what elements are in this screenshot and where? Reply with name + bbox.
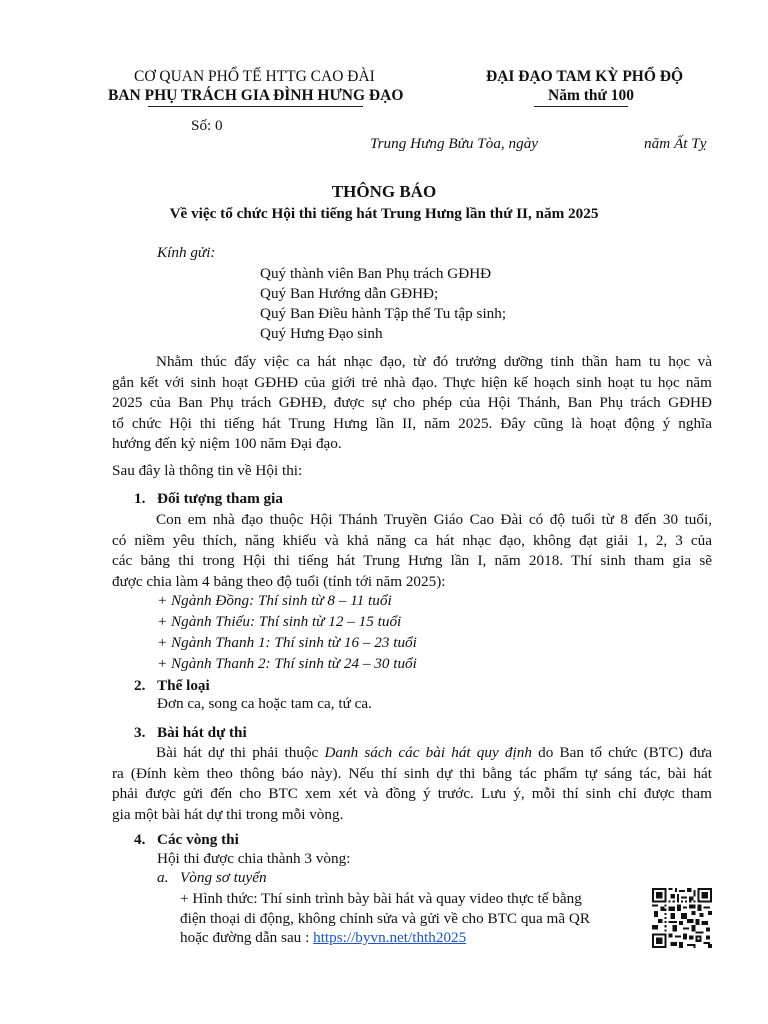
body-line: điện thoại di động, không chỉnh sửa và gửi về cho BTC qua mã QR bbox=[180, 909, 591, 927]
sub-title-preliminary: Vòng sơ tuyển bbox=[180, 869, 267, 886]
document-number: Số: 0 bbox=[191, 117, 223, 134]
section-rounds-body: Hội thi được chia thành 3 vòng: bbox=[157, 850, 351, 867]
body-line: có niềm yêu thích, năng khiếu và khả năng ca hát nhạc đạo, không đạt giải 1, 2, 3 của bbox=[112, 531, 712, 549]
body-line: được chia làm 4 bảng theo độ tuổi (tính tới năm 2025): bbox=[112, 572, 446, 590]
page-title: THÔNG BÁO bbox=[331, 182, 437, 201]
page-subtitle: Về việc tổ chức Hội thi tiếng hát Trung Hưng lần thứ II, năm 2025 bbox=[169, 205, 599, 222]
age-groups-list bbox=[157, 590, 417, 674]
recipients-list bbox=[260, 264, 506, 344]
header-right-underline bbox=[534, 106, 628, 107]
body-line: các bảng thi trong Hội thi tiếng hát Trung Hưng lần I, năm 2018. Thí sinh tham gia sẽ bbox=[112, 552, 712, 569]
intro-lead: Sau đây là thông tin về Hội thi: bbox=[112, 462, 303, 479]
intro-line: 2025 của Ban Phụ trách GĐHĐ, được sự cho phép của Hội Thánh, Ban Phụ trách GĐHĐ bbox=[112, 394, 712, 411]
section-number: 3. bbox=[134, 724, 146, 741]
submission-link[interactable]: https://byvn.net/thth2025 bbox=[313, 929, 467, 946]
section-title-genre: Thể loại bbox=[157, 677, 210, 694]
body-line: ra (Đính kèm theo thông báo này). Nếu thí sinh dự thi bằng tác phẩm tự sáng tác, bài hát bbox=[112, 764, 712, 782]
org-name-line1: CƠ QUAN PHỔ TẾ HTTG CAO ĐÀI bbox=[134, 68, 375, 85]
section-title-songs: Bài hát dự thi bbox=[157, 724, 247, 741]
section-number: 1. bbox=[134, 490, 146, 507]
section-genre-body: Đơn ca, song ca hoặc tam ca, tứ ca. bbox=[157, 695, 372, 712]
body-line: Con em nhà đạo thuộc Hội Thánh Truyền Giáo Cao Đài có độ tuổi từ 8 đến 30 tuổi, bbox=[156, 511, 712, 528]
body-text: Bài hát dự thi phải thuộc bbox=[156, 744, 325, 761]
motto-line1: ĐẠI ĐẠO TAM KỲ PHỔ ĐỘ bbox=[486, 68, 684, 85]
recipient-item: Quý thành viên Ban Phụ trách GĐHĐ bbox=[260, 265, 492, 282]
org-name-line2: BAN PHỤ TRÁCH GIA ĐÌNH HƯNG ĐẠO bbox=[108, 87, 404, 104]
intro-line: tổ chức Hội thi tiếng hát Trung Hưng lần II, năm 2025. Đây cũng là hoạt động ý nghĩa bbox=[112, 414, 712, 432]
body-line bbox=[180, 928, 590, 948]
song-list-reference: Danh sách các bài hát quy định bbox=[324, 744, 532, 761]
recipients-label: Kính gửi: bbox=[157, 244, 216, 261]
body-line: gia một bài hát dự thi trong mỗi vòng. bbox=[112, 805, 344, 823]
intro-line: hướng đến kỷ niệm 100 năm Đại đạo. bbox=[112, 435, 342, 452]
intro-line: gắn kết với sinh hoạt GĐHĐ của giới trẻ nhà đạo. Thực hiện kế hoạch sinh hoạt tu học năm bbox=[112, 373, 712, 391]
age-group-item: + Ngành Đồng: Thí sinh từ 8 – 11 tuổi bbox=[157, 592, 392, 609]
section-songs-body bbox=[112, 743, 712, 825]
place-date: Trung Hưng Bửu Tòa, ngày bbox=[370, 135, 539, 152]
qr-code-icon[interactable] bbox=[652, 888, 712, 948]
lunar-year: năm Ất Tỵ bbox=[644, 135, 707, 152]
body-line bbox=[112, 743, 712, 764]
header-left-underline bbox=[148, 106, 363, 107]
age-group-item: + Ngành Thanh 2: Thí sinh từ 24 – 30 tuổi bbox=[157, 655, 417, 672]
recipient-item: Quý Ban Điều hành Tập thể Tu tập sinh; bbox=[260, 305, 507, 322]
recipient-item: Quý Hưng Đạo sinh bbox=[260, 325, 383, 342]
body-line: + Hình thức: Thí sinh trình bày bài hát và quay video thực tế bằng bbox=[180, 890, 582, 907]
body-line: phải được gửi đến cho BTC xem xét và đồng ý trước. Lưu ý, mỗi thí sinh chỉ được tham bbox=[112, 785, 712, 802]
section-number: 2. bbox=[134, 677, 146, 694]
section-participants-body bbox=[112, 510, 712, 592]
age-group-item: + Ngành Thiếu: Thí sinh từ 12 – 15 tuổi bbox=[157, 613, 402, 630]
sub-letter: a. bbox=[157, 869, 169, 886]
body-text: hoặc đường dẫn sau : bbox=[180, 929, 314, 946]
section-title-participants: Đối tượng tham gia bbox=[157, 490, 283, 507]
motto-line2: Năm thứ 100 bbox=[548, 87, 634, 104]
preliminary-body bbox=[180, 889, 590, 948]
section-number: 4. bbox=[134, 831, 146, 848]
intro-line: Nhằm thúc đẩy việc ca hát nhạc đạo, từ đó trưởng dưỡng tinh thần ham tu học và bbox=[156, 353, 712, 370]
age-group-item: + Ngành Thanh 1: Thí sinh từ 16 – 23 tuổi bbox=[157, 634, 417, 651]
intro-paragraph bbox=[112, 352, 712, 455]
body-text: do Ban tổ chức (BTC) đưa bbox=[531, 744, 712, 761]
recipient-item: Quý Ban Hướng dẫn GĐHĐ; bbox=[260, 285, 439, 302]
section-title-rounds: Các vòng thi bbox=[157, 831, 239, 848]
